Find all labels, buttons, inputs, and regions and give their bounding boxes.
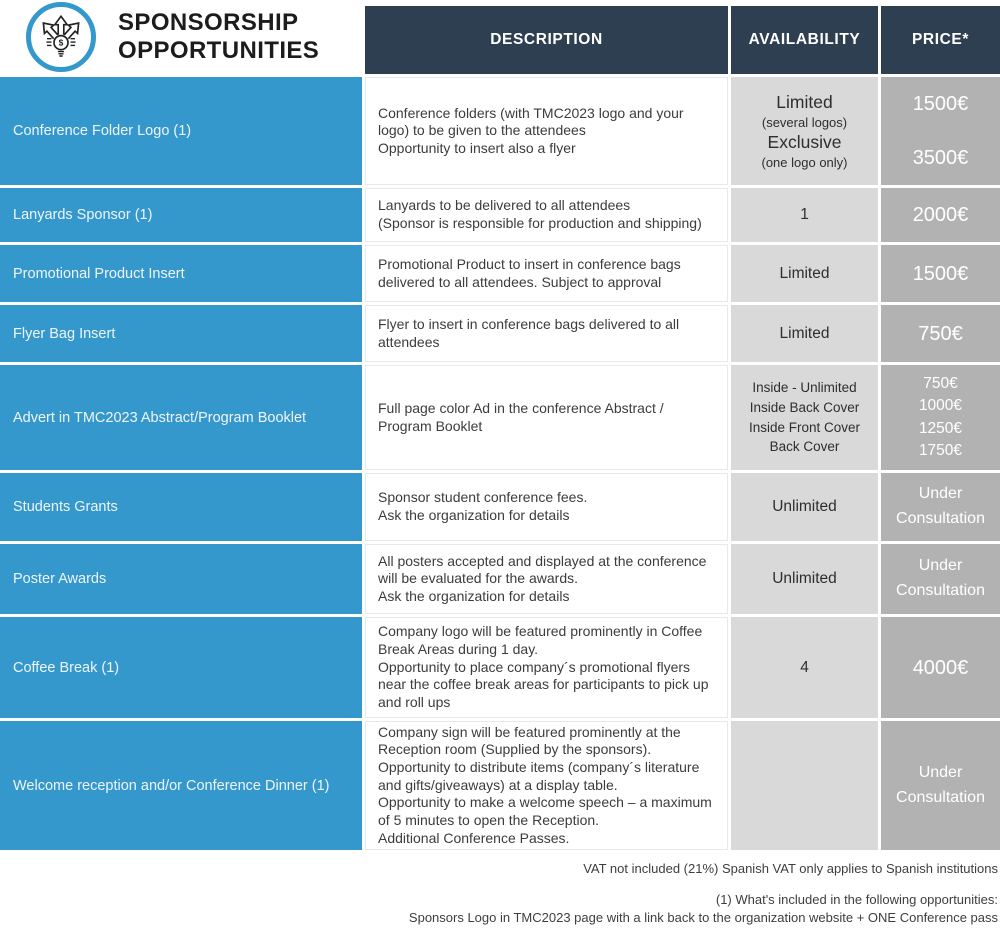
row-label-cell — [0, 245, 362, 302]
vat-note: VAT not included (21%) Spanish VAT only applies to Spanish institutions — [583, 861, 998, 876]
availability-value: Limited — [779, 264, 830, 282]
row-label: Promotional Product Insert — [13, 265, 185, 282]
availability-cell — [731, 245, 878, 302]
table-row — [0, 617, 1000, 718]
price-value: 4000€ — [912, 656, 969, 679]
row-description — [365, 245, 728, 302]
price-value: Under Consultation — [896, 485, 985, 527]
availability-value: Inside Back Cover — [749, 399, 860, 415]
table-row — [0, 473, 1000, 541]
availability-cell — [731, 473, 878, 541]
price-cell — [881, 305, 1000, 362]
page-title-line1: SPONSORSHIP — [118, 8, 299, 36]
table-row — [0, 365, 1000, 470]
row-description — [365, 473, 728, 541]
row-description — [365, 544, 728, 614]
row-label-cell — [0, 473, 362, 541]
description-line: Company logo will be featured prominently in Coffee Break Areas during 1 day. — [378, 623, 703, 658]
availability-value: Unlimited — [772, 498, 837, 515]
footnotes — [0, 853, 1000, 928]
row-label-cell — [0, 77, 362, 185]
table-row — [0, 188, 1000, 242]
description-line: Opportunity to insert also a flyer — [378, 139, 576, 156]
availability-value: (one logo only) — [761, 155, 848, 170]
row-description — [365, 188, 728, 242]
description-line: Lanyards to be delivered to all attendees — [378, 197, 631, 214]
row-label-cell — [0, 305, 362, 362]
table-row — [0, 245, 1000, 302]
row-label: Conference Folder Logo (1) — [13, 123, 192, 139]
availability-value: Exclusive — [767, 132, 842, 152]
availability-cell — [731, 77, 878, 185]
availability-cell — [731, 544, 878, 614]
availability-value: Inside - Unlimited — [752, 380, 857, 396]
price-value: 1750€ — [918, 441, 963, 459]
price-cell — [881, 544, 1000, 614]
price-value: 1000€ — [918, 397, 963, 415]
row-label: Advert in TMC2023 Abstract/Program Booklet — [13, 409, 307, 426]
lightbulb-dollar-arrows-icon — [26, 2, 96, 72]
price-value: Under Consultation — [896, 763, 985, 806]
price-value: 3500€ — [912, 147, 969, 169]
description-line: Company sign will be featured prominently at the Reception room (Supplied by the sponsors). — [378, 723, 681, 758]
svg-text:$: $ — [58, 37, 64, 48]
row-label: Students Grants — [13, 499, 118, 515]
description-line: Opportunity to distribute items (company´s literature and gifts/giveaways) at a display table. — [378, 759, 700, 793]
availability-value: (several logos) — [761, 115, 848, 130]
table-header-row — [0, 0, 1000, 74]
price-value: 1500€ — [912, 262, 969, 285]
row-label-cell — [0, 544, 362, 614]
row-description — [365, 77, 728, 185]
column-header-price: PRICE* — [881, 6, 1000, 74]
price-cell — [881, 245, 1000, 302]
availability-cell — [731, 305, 878, 362]
row-label-cell — [0, 365, 362, 470]
row-description — [365, 617, 728, 718]
availability-cell — [731, 721, 878, 850]
table-row — [0, 544, 1000, 614]
table-body — [0, 77, 1000, 850]
table-row — [0, 721, 1000, 850]
price-cell — [881, 473, 1000, 541]
row-label-cell — [0, 188, 362, 242]
availability-value: 4 — [800, 658, 809, 676]
price-value: 750€ — [918, 322, 963, 345]
row-label: Lanyards Sponsor (1) — [13, 207, 153, 223]
description-line: Full page color Ad in the conference Abstract / Program Booklet — [378, 399, 664, 434]
price-cell — [881, 617, 1000, 718]
availability-value: Inside Front Cover — [748, 419, 861, 435]
price-cell — [881, 77, 1000, 185]
row-description — [365, 721, 728, 850]
description-line: All posters accepted and displayed at the conference will be evaluated for the awards. — [378, 552, 707, 587]
column-header-description: DESCRIPTION — [365, 6, 728, 74]
description-line: Opportunity to make a welcome speech – a maximum of 5 minutes to open the Reception. — [378, 794, 712, 828]
availability-value: 1 — [800, 206, 809, 223]
row-label: Welcome reception and/or Conference Dinner (1) — [13, 777, 330, 794]
included-note-detail: Sponsors Logo in TMC2023 page with a link back to the organization website + ONE Conference pass — [408, 910, 998, 926]
row-description — [365, 305, 728, 362]
row-label: Poster Awards — [13, 571, 107, 587]
availability-value: Limited — [779, 324, 830, 342]
description-line: Ask the organization for details — [378, 587, 570, 604]
availability-cell — [731, 188, 878, 242]
description-line: Ask the organization for details — [378, 507, 570, 523]
availability-cell — [731, 617, 878, 718]
description-line: Promotional Product to insert in conference bags delivered to all attendees. Subject to approval — [378, 255, 681, 290]
description-line: Conference folders (with TMC2023 logo and your logo) to be given to the attendees — [378, 104, 684, 139]
page-title — [118, 9, 319, 65]
price-cell — [881, 365, 1000, 470]
price-value: 2000€ — [912, 204, 969, 226]
description-line: Additional Conference Passes. — [378, 829, 570, 846]
availability-value: Back Cover — [769, 439, 840, 455]
availability-cell — [731, 365, 878, 470]
description-line: Flyer to insert in conference bags delivered to all attendees — [378, 315, 680, 350]
row-label: Coffee Break (1) — [13, 659, 120, 676]
brand — [0, 0, 362, 74]
table-row — [0, 305, 1000, 362]
price-cell — [881, 188, 1000, 242]
table-row — [0, 77, 1000, 185]
row-label-cell — [0, 721, 362, 850]
description-line: Sponsor student conference fees. — [378, 489, 588, 506]
row-label: Flyer Bag Insert — [13, 325, 116, 342]
price-cell — [881, 721, 1000, 850]
price-value: 1500€ — [912, 93, 969, 115]
row-description — [365, 365, 728, 470]
description-line: (Sponsor is responsible for production and shipping) — [378, 215, 702, 231]
page-title-line2: OPPORTUNITIES — [118, 37, 320, 64]
included-note-title: (1) What's included in the following opportunities: — [715, 892, 998, 908]
price-value: Under Consultation — [896, 557, 985, 599]
availability-value: Limited — [776, 92, 833, 112]
description-line: Opportunity to place company´s promotional flyers near the coffee break areas for participants to pick up and roll ups — [378, 658, 709, 710]
price-value: 1250€ — [918, 419, 963, 437]
price-value: 750€ — [923, 374, 958, 392]
row-label-cell — [0, 617, 362, 718]
column-header-availability: AVAILABILITY — [731, 6, 878, 74]
availability-value: Unlimited — [772, 570, 837, 587]
